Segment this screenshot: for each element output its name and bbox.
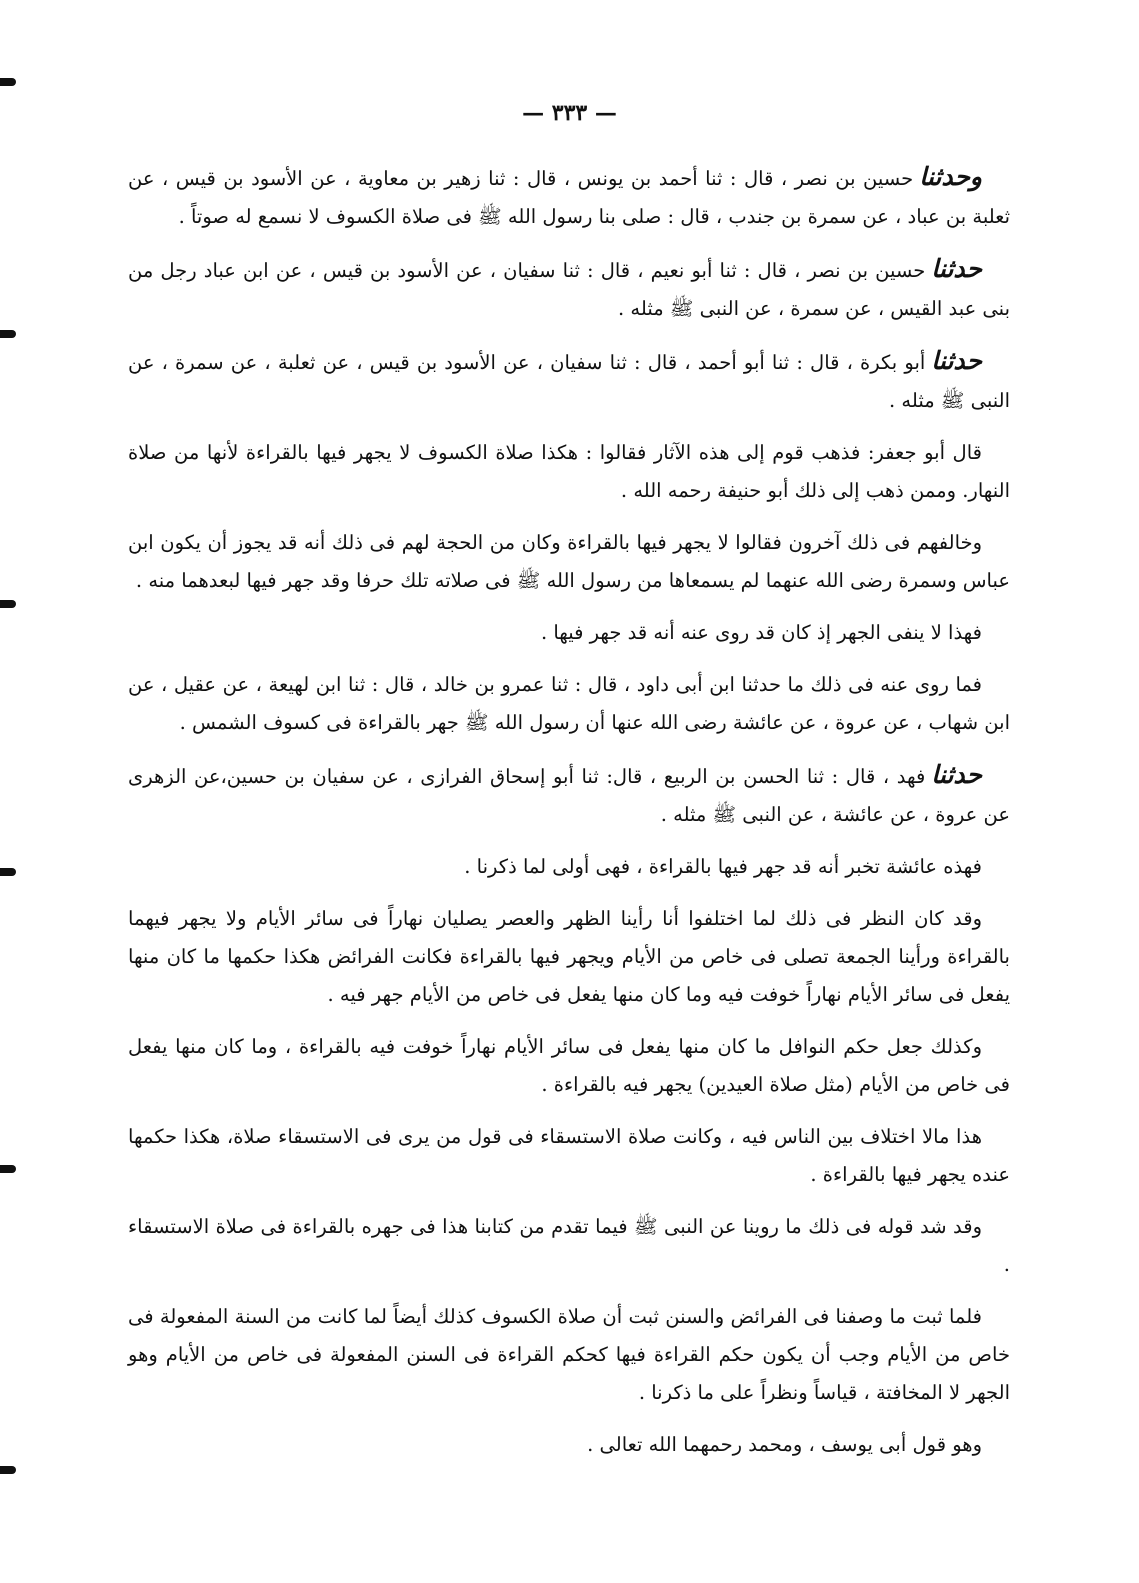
paragraph-keyword: وحدثنا: [919, 162, 982, 191]
paragraph: [128, 1028, 1010, 1104]
paragraph: [128, 342, 1010, 420]
paragraph-text: فما روى عنه فى ذلك ما حدثنا ابن أبى داود ، قال : ثنا عمرو بن خالد ، قال : ثنا ابن لهيعة ، عن عقيل ، عن ابن شهاب ، عن عروة ، عن عائشة رضى الله عنها أن رسول الله ﷺ جهر بالقراءة فى كسوف الشمس .: [128, 673, 1010, 734]
margin-mark: [0, 78, 16, 86]
body-text: [128, 158, 1010, 1478]
paragraph-text: هذا مالا اختلاف بين الناس فيه ، وكانت صلاة الاستسقاء فى قول من يرى فى الاستسقاء صلاة، هكذا حكمها عنده يجهر فيها بالقراءة .: [128, 1125, 1010, 1186]
paragraph: [128, 1426, 1010, 1464]
paragraph-text: وهو قول أبى يوسف ، ومحمد رحمهما الله تعالى .: [587, 1433, 982, 1456]
paragraph: [128, 1208, 1010, 1284]
paragraph: [128, 756, 1010, 834]
paragraph-text: فلما ثبت ما وصفنا فى الفرائض والسنن ثبت أن صلاة الكسوف كذلك أيضاً لما كانت من السنة المفعولة فى خاص من الأيام وجب أن يكون حكم القراءة فيها كحكم القراءة فى السنن المفعولة فى خاص من الأيام وهو الجهر لا المخافتة ، قياساً ونظراً على ما ذكرنا .: [128, 1305, 1010, 1404]
paragraph: [128, 158, 1010, 236]
paragraph-text: حسين بن نصر ، قال : ثنا أحمد بن يونس ، قال : ثنا زهير بن معاوية ، عن الأسود بن قيس ، عن ثعلبة بن عباد ، عن سمرة بن جندب ، قال : صلى بنا رسول الله ﷺ فى صلاة الكسوف لا نسمع له صوتاً .: [128, 167, 1010, 228]
paragraph-text: قال أبو جعفر: فذهب قوم إلى هذه الآثار فقالوا : هكذا صلاة الكسوف لا يجهر فيها بالقراءة لأنها من صلاة النهار. وممن ذهب إلى ذلك أبو حنيفة رحمه الله .: [128, 441, 1010, 502]
paragraph: [128, 1298, 1010, 1412]
paragraph-text: فهد ، قال : ثنا الحسن بن الربيع ، قال: ثنا أبو إسحاق الفرازى ، عن سفيان بن حسين،عن الزهرى عن عروة ، عن عائشة ، عن النبى ﷺ مثله .: [128, 765, 1010, 826]
margin-mark: [0, 1466, 16, 1474]
paragraph-text: فهذه عائشة تخبر أنه قد جهر فيها بالقراءة ، فهى أولى لما ذكرنا .: [464, 855, 982, 878]
margin-mark: [0, 868, 16, 876]
margin-mark: [0, 1165, 16, 1173]
paragraph-keyword: حدثنا: [931, 254, 982, 283]
paragraph: [128, 614, 1010, 652]
paragraph-text: وقد كان النظر فى ذلك لما اختلفوا أنا رأينا الظهر والعصر يصليان نهاراً فى سائر الأيام ولا يجهر فيهما بالقراءة ورأينا الجمعة تصلى فى خاص من الأيام ويجهر فيها بالقراءة فكانت الفرائض هكذا حكمها ما كان منها يفعل فى سائر الأيام نهاراً خوفت فيه وما كان منها يفعل فى خاص من الأيام جهر فيه .: [128, 907, 1010, 1006]
paragraph-text: حسين بن نصر ، قال : ثنا أبو نعيم ، قال : ثنا سفيان ، عن الأسود بن قيس ، عن ابن عباد رجل من بنى عبد القيس ، عن سمرة ، عن النبى ﷺ مثله .: [128, 259, 1010, 320]
paragraph: [128, 900, 1010, 1014]
page-number: — ٣٣٣ —: [522, 100, 617, 126]
paragraph: [128, 434, 1010, 510]
paragraph-text: أبو بكرة ، قال : ثنا أبو أحمد ، قال : ثنا سفيان ، عن الأسود بن قيس ، عن ثعلبة ، عن سمرة ، عن النبى ﷺ مثله .: [128, 351, 1010, 412]
paragraph: [128, 848, 1010, 886]
paragraph: [128, 1118, 1010, 1194]
paragraph-text: وقد شد قوله فى ذلك ما روينا عن النبى ﷺ فيما تقدم من كتابنا هذا فى جهره بالقراءة فى صلاة الاستسقاء .: [128, 1215, 1010, 1276]
paragraph-text: وكذلك جعل حكم النوافل ما كان منها يفعل فى سائر الأيام نهاراً خوفت فيه بالقراءة ، وما كان منها يفعل فى خاص من الأيام (مثل صلاة العيدين) يجهر فيه بالقراءة .: [128, 1035, 1010, 1096]
paragraph-keyword: حدثنا: [931, 346, 982, 375]
margin-mark: [0, 600, 16, 608]
paragraph-text: وخالفهم فى ذلك آخرون فقالوا لا يجهر فيها بالقراءة وكان من الحجة لهم فى ذلك أنه قد يجوز أن يكون ابن عباس وسمرة رضى الله عنهما لم يسمعاها من رسول الله ﷺ فى صلاته تلك حرفا وقد جهر فيها لبعدهما منه .: [128, 531, 1010, 592]
paragraph: [128, 666, 1010, 742]
paragraph-text: فهذا لا ينفى الجهر إذ كان قد روى عنه أنه قد جهر فيها .: [540, 621, 982, 644]
paragraph-keyword: حدثنا: [931, 760, 982, 789]
paragraph: [128, 250, 1010, 328]
paragraph: [128, 524, 1010, 600]
margin-mark: [0, 330, 16, 338]
